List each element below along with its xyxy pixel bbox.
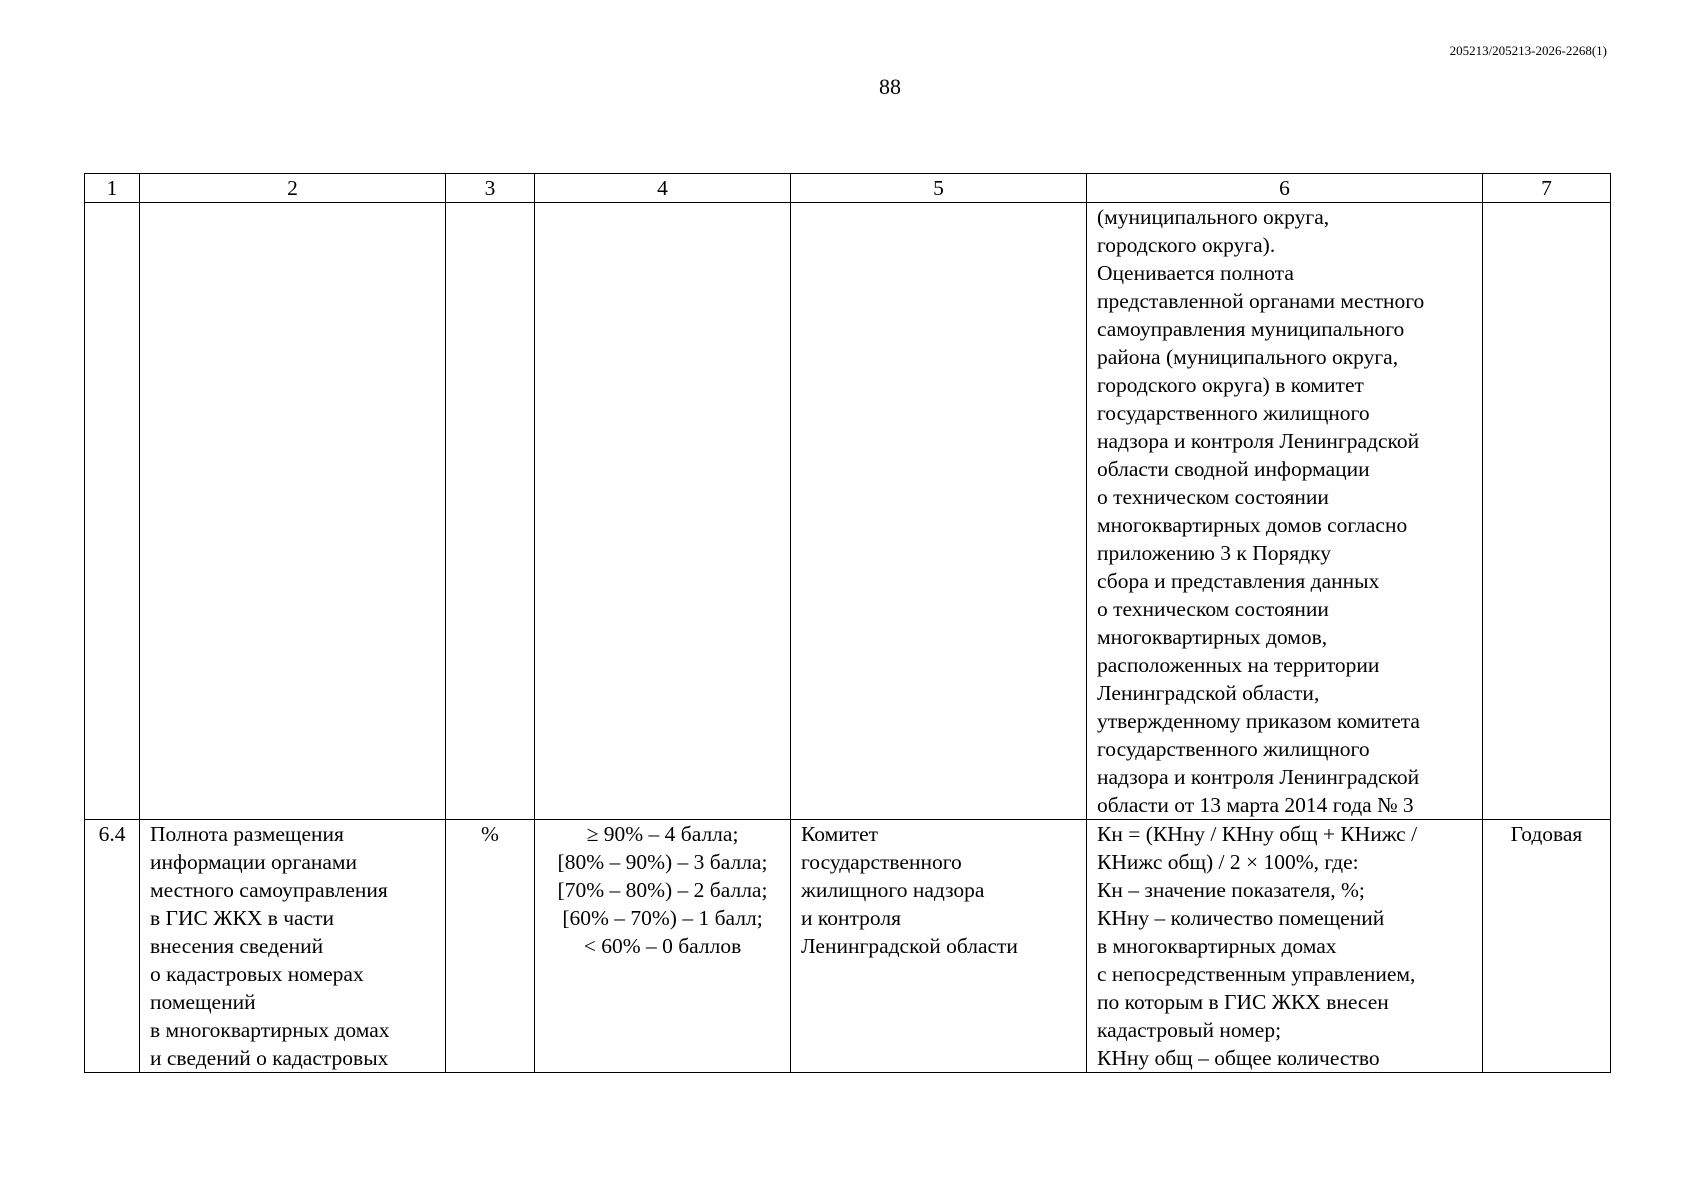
column-number-1: 1: [85, 174, 140, 203]
cont-method-text: (муниципального округа, городского округа). Оценивается полнота представленной органами местного самоуправления муниципального района (муниципального округа, городского округа) в комитет государственного жилищного надзора и контроля Ленинградской области сводной информации о техническом состоянии многоквартирных домов согласно приложению 3 к Порядку сбора и представления данных о техническом состоянии многоквартирных домов, расположенных на территории Ленинградской области, утвержденному приказом комитета государственного жилищного надзора и контроля Ленинградской области от 13 марта 2014 года № 3: [1097, 205, 1425, 817]
column-number-6: 6: [1087, 174, 1483, 203]
row-number: 6.4: [85, 820, 140, 1073]
column-number-row: [85, 174, 1611, 203]
cont-cell-4: [535, 203, 791, 820]
responsible-text: Комитет государственного жилищного надзора и контроля Ленинградской области: [801, 822, 1018, 958]
method-cell: [1087, 820, 1483, 1073]
score-scale-text: ≥ 90% – 4 балла; [80% – 90%) – 3 балла; [70% – 80%) – 2 балла; [60% – 70%) – 1 балл; < 60% – 0 баллов: [557, 822, 768, 958]
continuation-row: [85, 203, 1611, 820]
periodicity-cell: Годовая: [1483, 820, 1611, 1073]
responsible-cell: [791, 820, 1087, 1073]
column-number-5: 5: [791, 174, 1087, 203]
cont-method-cell: [1087, 203, 1483, 820]
unit-cell: %: [446, 820, 535, 1073]
indicator-name-cell: [140, 820, 446, 1073]
indicator-name-text: Полнота размещения информации органами местного самоуправления в ГИС ЖКХ в части внесения сведений о кадастровых номерах помещений в многоквартирных домах и сведений о кадастровых: [150, 822, 390, 1070]
table-row-6-4: [85, 820, 1611, 1073]
indicators-table: [84, 173, 1611, 1073]
cont-cell-7: [1483, 203, 1611, 820]
cont-cell-3: [446, 203, 535, 820]
column-number-3: 3: [446, 174, 535, 203]
method-text: Кн = (КНну / КНну общ + КНижс / КНижс общ) / 2 × 100%, где: Кн – значение показателя, %; КНну – количество помещений в многоквартирных домах с непосредственным управлением, по которым в ГИС ЖКХ внесен кадастровый номер; КНну общ – общее количество: [1097, 822, 1418, 1070]
cont-cell-1: [85, 203, 140, 820]
column-number-4: 4: [535, 174, 791, 203]
column-number-2: 2: [140, 174, 446, 203]
cont-cell-2: [140, 203, 446, 820]
column-number-7: 7: [1483, 174, 1611, 203]
score-scale-cell: [535, 820, 791, 1073]
page-number: 88: [879, 74, 901, 99]
cont-cell-5: [791, 203, 1087, 820]
document-code: 205213/205213-2026-2268(1): [1449, 43, 1607, 58]
